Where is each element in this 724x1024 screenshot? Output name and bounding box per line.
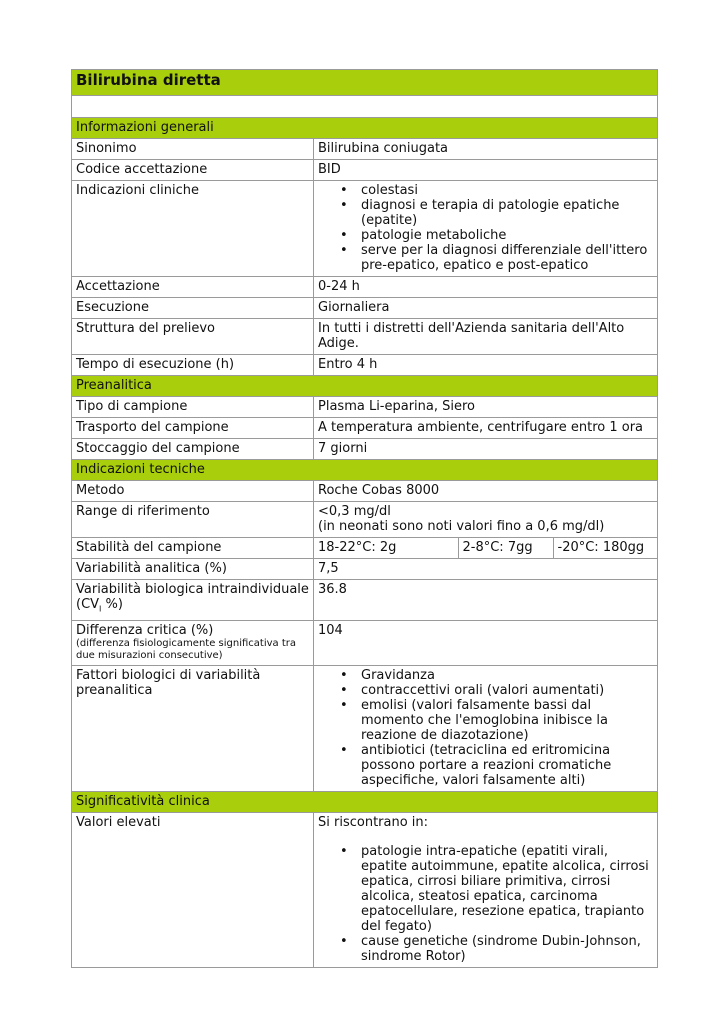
row-label	[72, 580, 314, 621]
row-label	[72, 620, 314, 665]
table-row	[72, 397, 658, 418]
range-value: <0,3 mg/dl	[318, 504, 391, 519]
page-title: Bilirubina diretta	[72, 70, 658, 96]
row-value: Roche Cobas 8000	[314, 481, 658, 502]
row-value: Plasma Li-eparina, Siero	[314, 397, 658, 418]
spacer	[318, 830, 653, 844]
row-value	[314, 538, 658, 559]
row-label: Trasporto del campione	[72, 418, 314, 439]
table-row	[72, 538, 658, 559]
table-row	[72, 139, 658, 160]
row-value: Entro 4 h	[314, 355, 658, 376]
stability-room-temp: 18-22°C: 2g	[318, 540, 397, 555]
list-item: • colestasi	[361, 183, 653, 198]
table-row	[72, 319, 658, 355]
list-item: • antibiotici (tetraciclina ed eritromicina possono portare a reazioni cromatiche aspecifiche, valori falsamente alti)	[361, 743, 653, 788]
section-heading-technical: Indicazioni tecniche	[72, 460, 658, 481]
table-row	[72, 160, 658, 181]
list-item: • Gravidanza	[361, 668, 653, 683]
title-row	[72, 70, 658, 96]
label-text-end: %)	[101, 597, 123, 612]
table-row	[72, 418, 658, 439]
stability-row	[314, 538, 657, 558]
row-value: A temperatura ambiente, centrifugare entro 1 ora	[314, 418, 658, 439]
list-item: • serve per la diagnosi differenziale dell'ittero pre-epatico, epatico e post-epatico	[361, 243, 653, 273]
table-row	[72, 481, 658, 502]
table-row	[72, 355, 658, 376]
stability-table	[314, 538, 657, 558]
row-label: Stoccaggio del campione	[72, 439, 314, 460]
row-value: Bilirubina coniugata	[314, 139, 658, 160]
range-note: (in neonati sono noti valori fino a 0,6 mg/dl)	[318, 519, 605, 534]
section-row-general	[72, 118, 658, 139]
row-value: BID	[314, 160, 658, 181]
section-heading-general: Informazioni generali	[72, 118, 658, 139]
row-label: Range di riferimento	[72, 502, 314, 538]
table-row	[72, 559, 658, 580]
row-label: Stabilità del campione	[72, 538, 314, 559]
table-row	[72, 620, 658, 665]
factors-list	[318, 668, 653, 788]
list-item: • cause genetiche (sindrome Dubin-Johnson, sindrome Rotor)	[361, 934, 653, 964]
row-label: Esecuzione	[72, 298, 314, 319]
stability-frozen: -20°C: 180gg	[553, 538, 657, 558]
empty-row	[72, 96, 658, 118]
row-value: 0-24 h	[314, 277, 658, 298]
row-value: Giornaliera	[314, 298, 658, 319]
table-row	[72, 181, 658, 277]
row-label: Indicazioni cliniche	[72, 181, 314, 277]
row-value: In tutti i distretti dell'Azienda sanitaria dell'Alto Adige.	[314, 319, 658, 355]
section-row-clinical	[72, 791, 658, 812]
row-value	[314, 812, 658, 967]
label-text: Differenza critica (%)	[76, 622, 214, 638]
row-value: 104	[314, 620, 658, 665]
section-heading-clinical: Significatività clinica	[72, 791, 658, 812]
section-row-technical	[72, 460, 658, 481]
list-item: • diagnosi e terapia di patologie epatiche (epatite)	[361, 198, 653, 228]
table-row	[72, 812, 658, 967]
label-note: (differenza fisiologicamente significativa tra due misurazioni consecutive)	[76, 637, 297, 661]
row-label: Tempo di esecuzione (h)	[72, 355, 314, 376]
table-row	[72, 502, 658, 538]
section-heading-preanalytic: Preanalitica	[72, 376, 658, 397]
indications-list	[318, 183, 653, 273]
table-row	[72, 277, 658, 298]
row-value	[314, 181, 658, 277]
elevated-intro: Si riscontrano in:	[318, 814, 429, 830]
elevated-causes-list	[318, 844, 653, 964]
row-label: Valori elevati	[72, 812, 314, 967]
table-row	[72, 439, 658, 460]
row-value: 36.8	[314, 580, 658, 621]
table-row	[72, 580, 658, 621]
list-item: • emolisi (valori falsamente bassi dal momento che l'emoglobina inibisce la reazione de diazotazione)	[361, 698, 653, 743]
empty-cell	[72, 96, 658, 118]
row-value: 7 giorni	[314, 439, 658, 460]
list-item: • patologie intra-epatiche (epatiti virali, epatite autoimmune, epatite alcolica, cirrosi epatica, cirrosi biliare primitiva, cirrosi alcolica, steatosi epatica, carcinoma epatocellulare, resezione epatica, trapianto del fegato)	[361, 844, 653, 934]
row-value	[314, 665, 658, 791]
row-label: Variabilità analitica (%)	[72, 559, 314, 580]
row-label: Codice accettazione	[72, 160, 314, 181]
table-row	[72, 298, 658, 319]
row-label: Fattori biologici di variabilità preanalitica	[72, 665, 314, 791]
list-item: • patologie metaboliche	[361, 228, 653, 243]
row-value	[314, 502, 658, 538]
row-label: Sinonimo	[72, 139, 314, 160]
stability-fridge: 2-8°C: 7gg	[458, 538, 553, 558]
row-label: Struttura del prelievo	[72, 319, 314, 355]
section-row-preanalytic	[72, 376, 658, 397]
row-value: 7,5	[314, 559, 658, 580]
table-row	[72, 665, 658, 791]
row-label: Tipo di campione	[72, 397, 314, 418]
label-text: Variabilità biologica intraindividuale (CV	[76, 582, 309, 612]
row-label: Metodo	[72, 481, 314, 502]
label-subscript: I	[99, 604, 102, 614]
row-label: Accettazione	[72, 277, 314, 298]
list-item: • contraccettivi orali (valori aumentati)	[361, 683, 653, 698]
info-table	[71, 69, 658, 968]
